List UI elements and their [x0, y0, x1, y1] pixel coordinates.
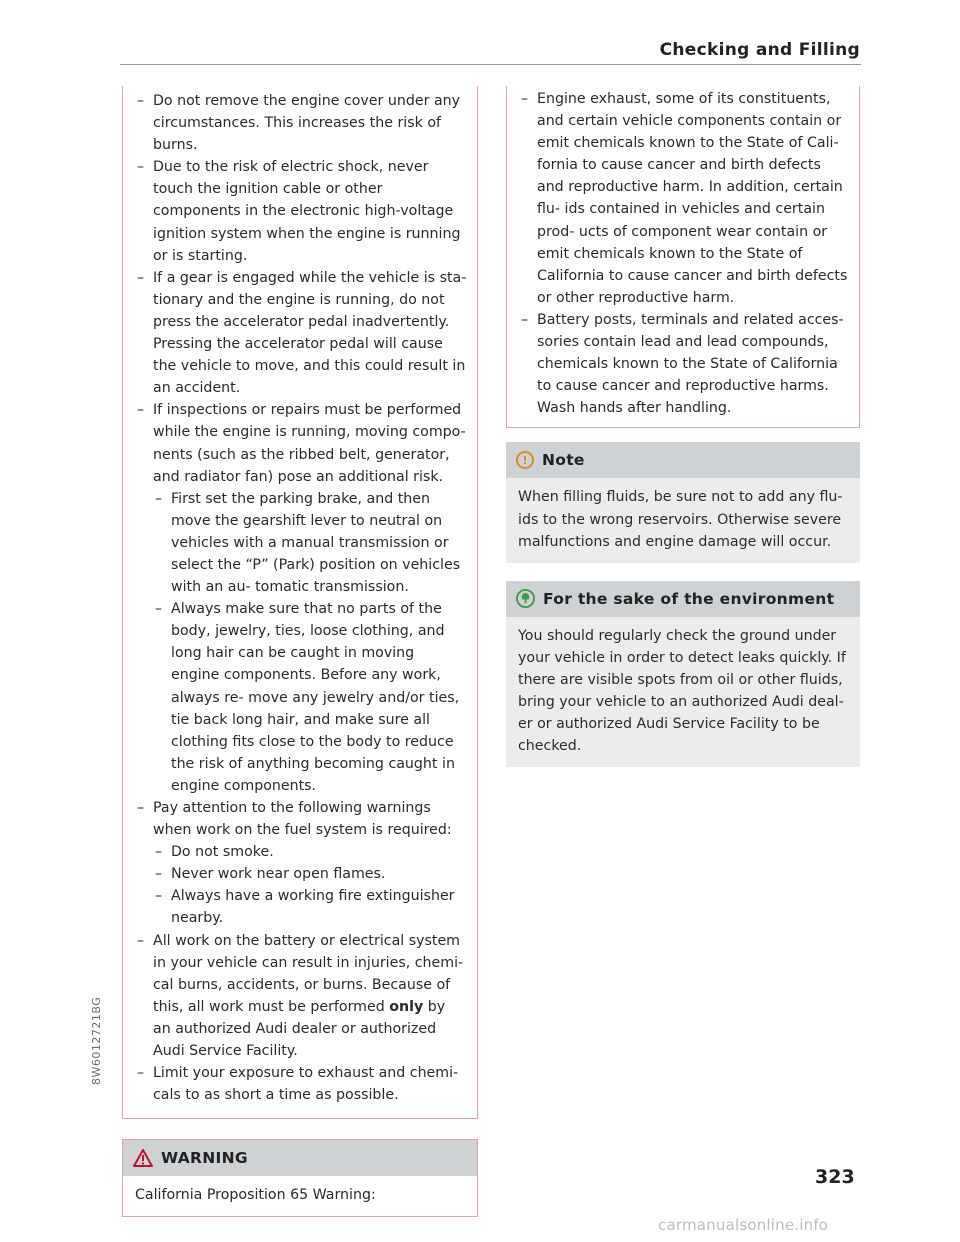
note-body: When filling fluids, be sure not to add any flu- ids to the wrong reservoirs. Otherwise severe malfunctions and engine damage will occur.: [518, 489, 843, 550]
environment-box: [506, 581, 860, 768]
warning-list: [135, 90, 467, 1106]
warning-continuation-box: [122, 86, 478, 1119]
list-item: – Engine exhaust, some of its constituents, and certain vehicle components contain or emit chemicals known to the State of Cali- fornia to cause cancer and birth defects and reproductive harm. In addition, certain flu- ids contained in vehicles and certain prod- ucts of component wear contain or emit chemicals known to the State of California to cause cancer and birth defects or other reproductive harm.: [519, 88, 849, 309]
battery-text-start: All work on the battery or electrical system in your vehicle can result in injuries, chemi- cal burns, accidents, or burns. Because of this, all work must be performed: [153, 932, 464, 1015]
warning-triangle-icon: [133, 1149, 153, 1167]
list-item: – Due to the risk of electric shock, never touch the ignition cable or other components in the electronic high-voltage ignition system when the engine is running or is starting.: [135, 156, 467, 266]
battery-text-end: by an authorized Audi dealer or authorized Audi Service Facility.: [153, 998, 446, 1060]
sub-list-item: – Always make sure that no parts of the body, jewelry, ties, loose clothing, and long hair can be caught in moving engine components. Before any work, always re- move any jewelry and/or ties, tie back long hair, and make sure all clothing fits close to the body to reduce the risk of anything becoming caught in engine components.: [153, 598, 467, 797]
sub-list: [153, 488, 467, 797]
list-item: – Do not remove the engine cover under any circumstances. This increases the risk of burns.: [135, 90, 467, 156]
environment-body: You should regularly check the ground under your vehicle in order to detect leaks quickly. If there are visible spots from oil or other fluids, bring your vehicle to an authorized Audi deal- er or authorized Audi Service Facility to be checked.: [518, 627, 846, 755]
sub-list-item: – Do not smoke.: [153, 841, 467, 863]
right-column: [506, 86, 860, 767]
header-rule: [120, 64, 861, 65]
environment-header: [506, 581, 860, 617]
section-title: Checking and Filling: [659, 40, 860, 60]
left-column: [122, 86, 478, 1217]
environment-title: For the sake of the environment: [543, 589, 835, 608]
list-item-text: Pay attention to the following warnings when work on the fuel system is required:: [153, 800, 452, 839]
sub-list-item: – Never work near open flames.: [153, 863, 467, 885]
emphasis-only: only: [389, 998, 424, 1015]
warning-continuation-box-right: [506, 86, 860, 428]
list-item: [135, 797, 467, 930]
tree-icon: [516, 589, 535, 608]
watermark: carmanualsonline.info: [658, 1216, 829, 1234]
list-item: – Limit your exposure to exhaust and chemi- cals to as short a time as possible.: [135, 1062, 467, 1106]
warning-header: [123, 1140, 477, 1176]
sub-list: [153, 841, 467, 929]
list-item: – Battery posts, terminals and related acces- sories contain lead and lead compounds, chemicals known to the State of California to cause cancer and reproductive harms. Wash hands after handling.: [519, 309, 849, 419]
note-box: [506, 442, 860, 562]
document-code: 8W6012721BG: [90, 996, 103, 1085]
warning-body: California Proposition 65 Warning:: [135, 1187, 376, 1204]
note-header: [506, 442, 860, 478]
warning-title: WARNING: [161, 1149, 248, 1168]
list-item: [135, 399, 467, 797]
note-title: Note: [542, 451, 585, 470]
warning-box: [122, 1139, 478, 1217]
page-number: 323: [815, 1166, 855, 1188]
sub-list-item: – First set the parking brake, and then move the gearshift lever to neutral on vehicles with a manual transmission or select the “P” (Park) position on vehicles with an au- tomatic transmission.: [153, 488, 467, 598]
sub-list-item: – Always have a working fire extinguisher nearby.: [153, 885, 467, 929]
note-exclamation-icon: !: [516, 451, 534, 469]
list-item: – If a gear is engaged while the vehicle is sta- tionary and the engine is running, do not press the accelerator pedal inadvertently. Pressing the accelerator pedal will cause the vehicle to move, and this could result in an accident.: [135, 267, 467, 400]
list-item-text: If inspections or repairs must be performed while the engine is running, moving compo- nents (such as the ribbed belt, generator, and radiator fan) pose an additional risk.: [153, 402, 466, 485]
prop65-list: [519, 88, 849, 419]
list-item: [135, 930, 467, 1063]
